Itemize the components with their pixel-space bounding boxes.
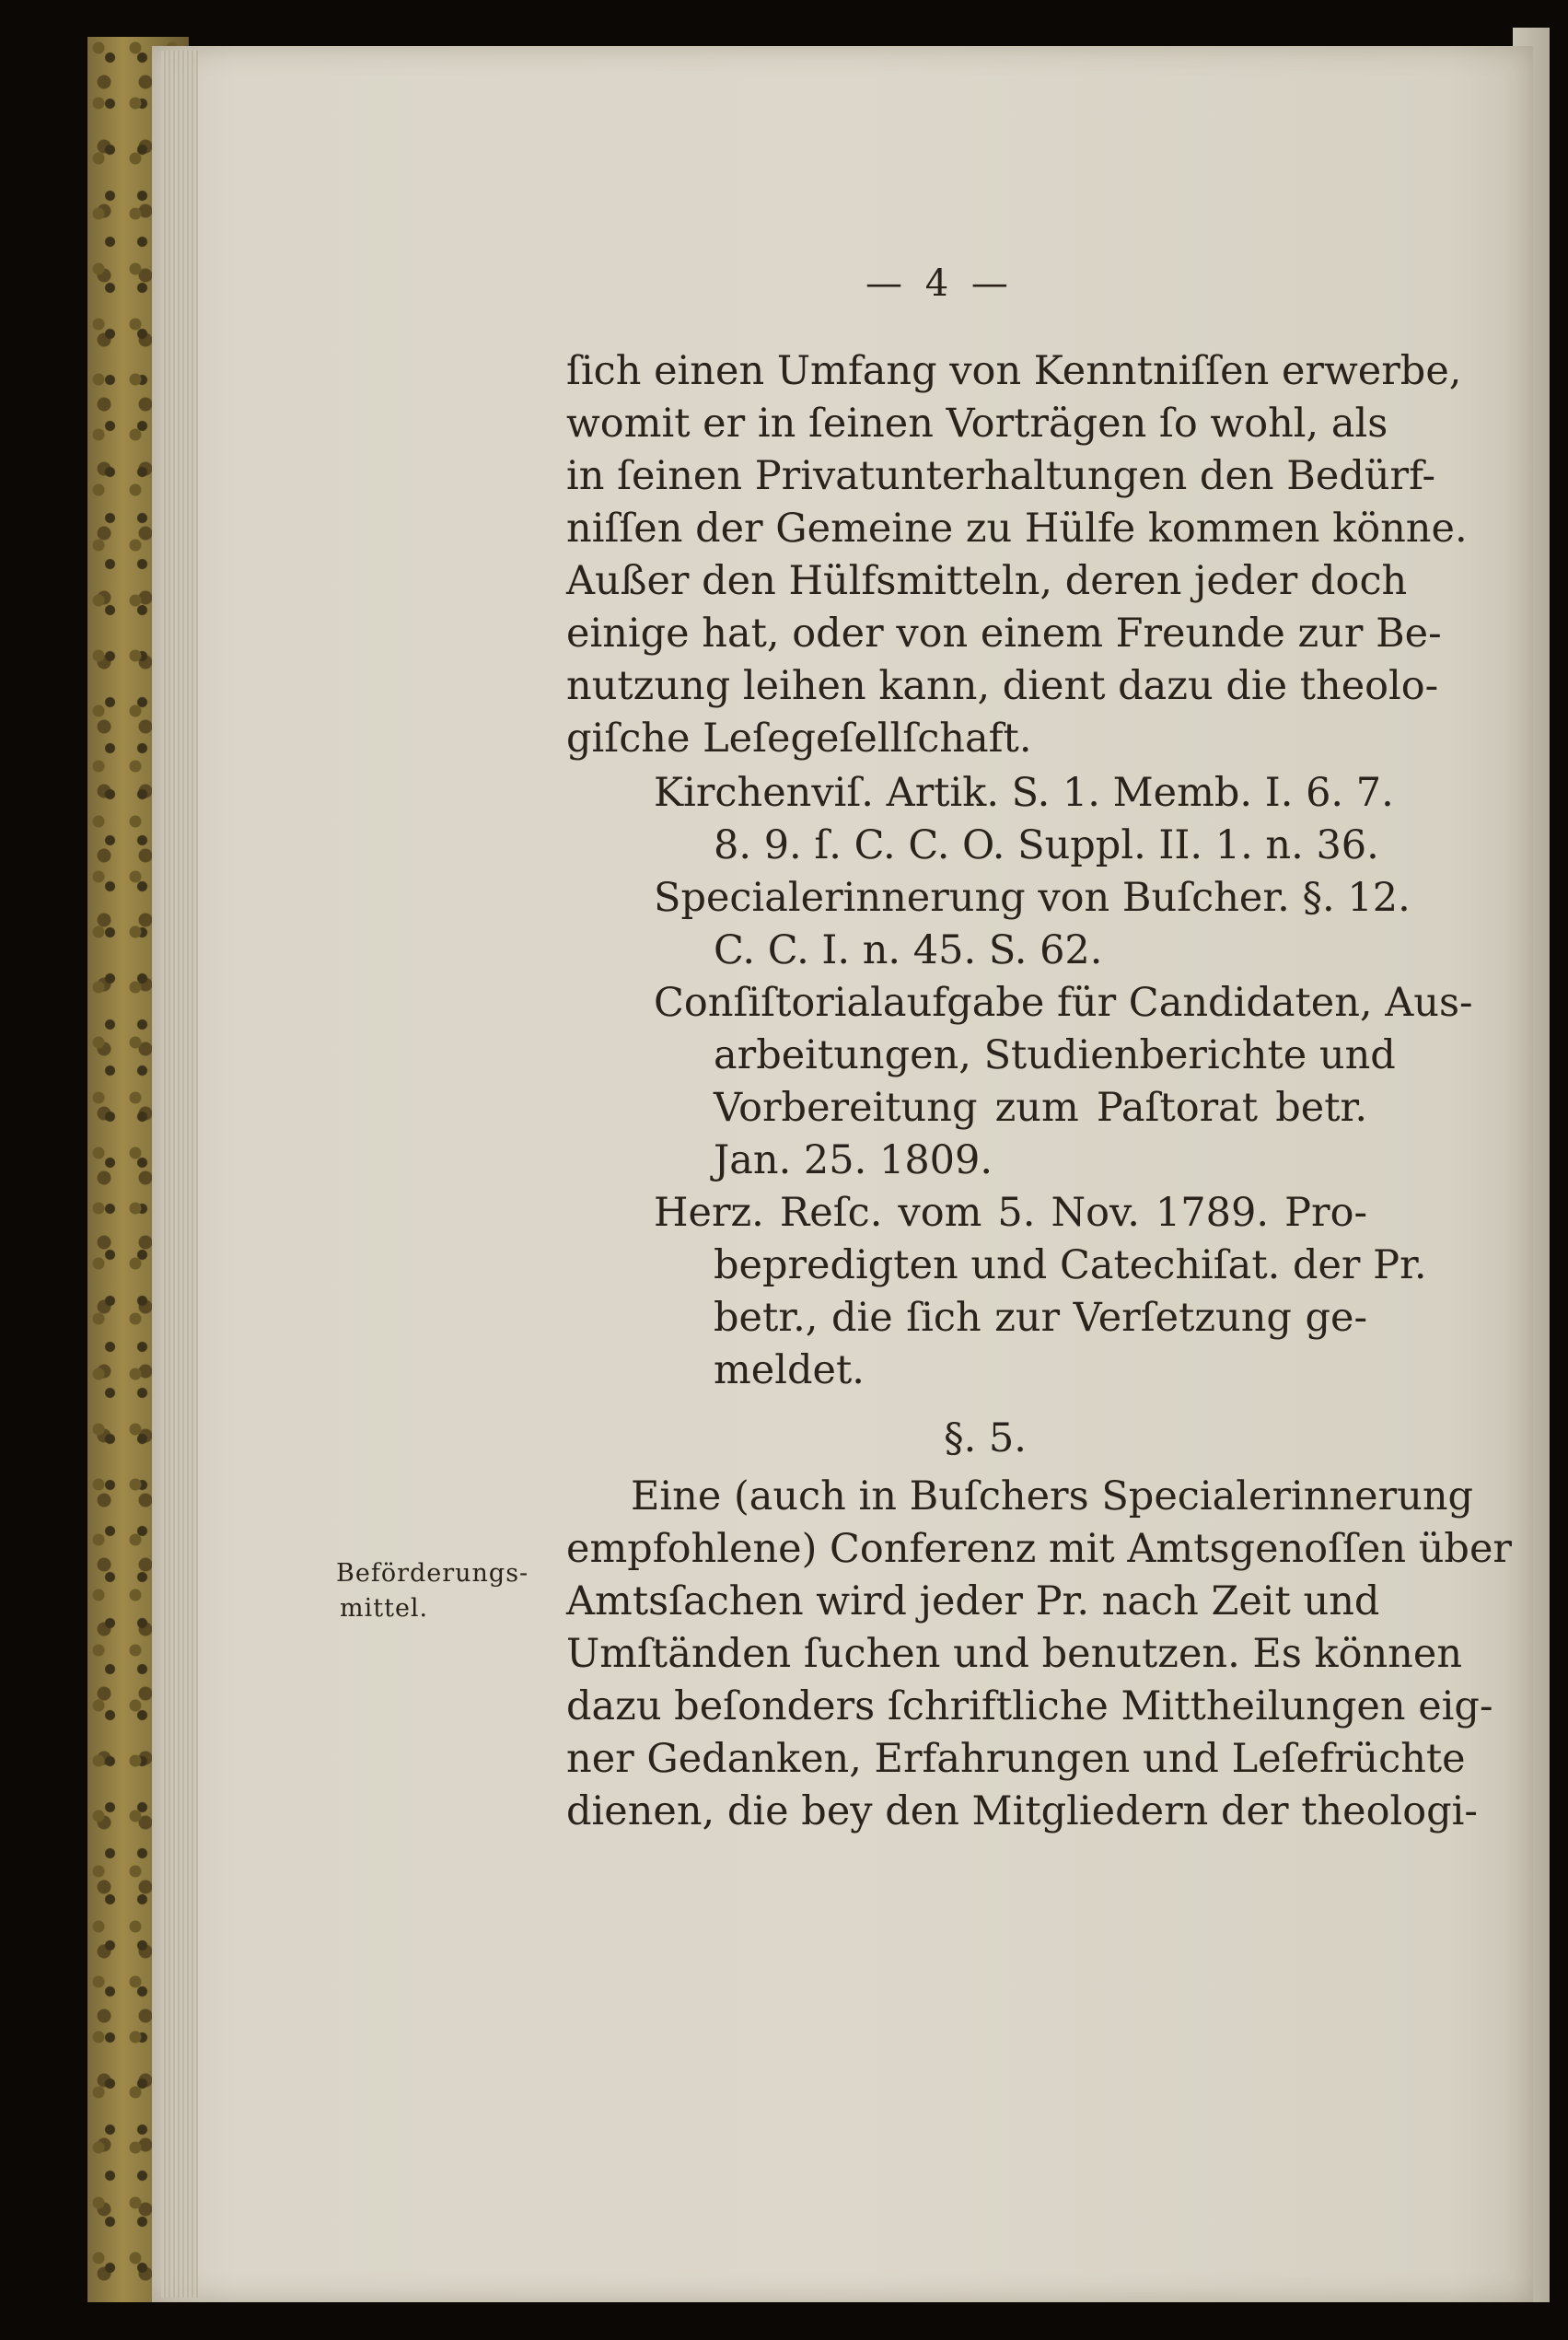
text-line: nutzung leihen kann, dient dazu die theolo- xyxy=(566,663,1439,709)
references xyxy=(566,767,1473,1397)
paragraph xyxy=(566,345,1468,765)
reference-line: Specialerinnerung von Buſcher. §. 12. xyxy=(654,875,1411,921)
text-line: Amtsſachen wird jeder Pr. nach Zeit und xyxy=(566,1578,1380,1624)
paragraph xyxy=(566,1471,1512,1838)
reference-line: 8. 9. ſ. C. C. O. Suppl. II. 1. n. 36. xyxy=(714,822,1379,868)
reference-line: arbeitungen, Studienberichte und xyxy=(714,1032,1396,1078)
text-line: einige hat, oder von einem Freunde zur Be- xyxy=(566,611,1442,657)
reference-line: C. C. I. n. 45. S. 62. xyxy=(714,927,1103,973)
margin-note xyxy=(336,1556,528,1626)
margin-note-line: mittel. xyxy=(340,1594,429,1623)
main-text xyxy=(566,345,1512,1838)
text-line: niſſen der Gemeine zu Hülfe kommen könne. xyxy=(566,506,1468,552)
margin-note-line: Beförderungs- xyxy=(336,1559,529,1588)
section-heading: §. 5. xyxy=(944,1415,1027,1461)
page-number: — 4 — xyxy=(865,262,1014,305)
text-line: Umſtänden ſuchen und benutzen. Es können xyxy=(566,1631,1463,1677)
text-line: Eine (auch in Buſchers Specialerinnerung xyxy=(631,1473,1474,1519)
reference-line: Conſiſtorialaufgabe für Candidaten, Aus- xyxy=(654,980,1473,1026)
reference-line: Kirchenviſ. Artik. S. 1. Memb. I. 6. 7. xyxy=(654,770,1394,816)
reference-line: meldet. xyxy=(714,1347,865,1393)
text-line: empfohlene) Conferenz mit Amtsgenoſſen über xyxy=(566,1526,1512,1572)
text-line: in ſeinen Privatunterhaltungen den Bedürf- xyxy=(566,453,1436,499)
text-line: dienen, die bey den Mitgliedern der theologi- xyxy=(566,1788,1478,1834)
text-line: ner Gedanken, Erfahrungen und Leſefrüchte xyxy=(566,1736,1466,1782)
text-line: dazu beſonders ſchriftliche Mittheilungen eig- xyxy=(566,1683,1493,1729)
page-edge xyxy=(161,51,198,2298)
text-line: Außer den Hülfsmitteln, deren jeder doch xyxy=(566,558,1408,604)
reference-line: Vorbereitung zum Paſtorat betr. xyxy=(714,1085,1367,1131)
reference-line: Herz. Reſc. vom 5. Nov. 1789. Pro- xyxy=(654,1190,1367,1236)
text-line: womit er in ſeinen Vorträgen ſo wohl, als xyxy=(566,401,1388,447)
reference-line: bepredigten und Catechiſat. der Pr. xyxy=(714,1242,1427,1288)
reference-line: betr., die ſich zur Verſetzung ge- xyxy=(714,1295,1367,1341)
text-line: giſche Leſegeſellſchaft. xyxy=(566,716,1032,762)
reference-line: Jan. 25. 1809. xyxy=(714,1137,993,1183)
text-line: ſich einen Umfang von Kenntniſſen erwerbe, xyxy=(566,348,1462,394)
